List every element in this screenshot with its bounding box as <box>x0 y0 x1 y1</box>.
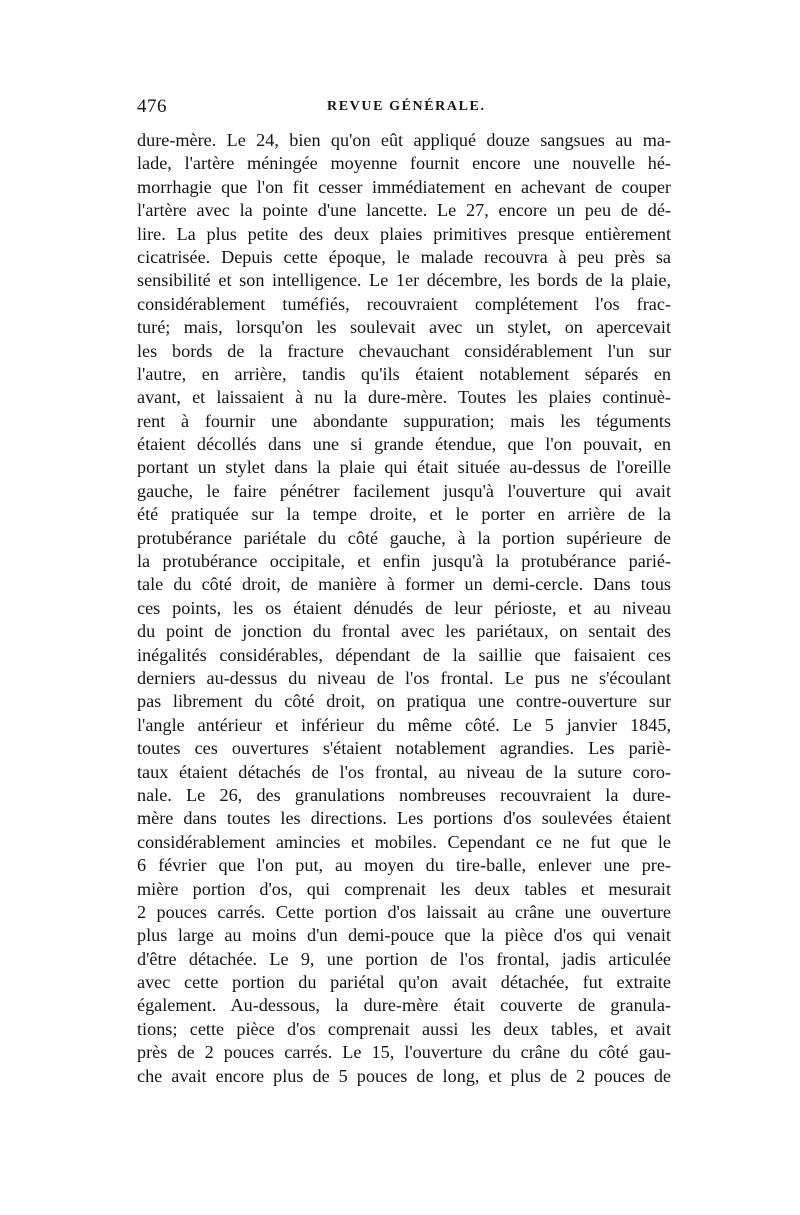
text-line: considérablement amincies et mobiles. Cependant ce ne fut que le <box>137 831 671 852</box>
text-line: les bords de la fracture chevauchant considérablement l'un sur <box>137 340 671 361</box>
text-line: rent à fournir une abondante suppuration; mais les téguments <box>137 410 671 431</box>
text-line: 6 février que l'on put, au moyen du tire-balle, enlever une pre- <box>137 855 671 876</box>
text-line: cicatrisée. Depuis cette époque, le malade recouvra à peu près sa <box>137 246 671 267</box>
text-line: tions; cette pièce d'os comprenait aussi les deux tables, et avait <box>137 1018 671 1039</box>
page-header <box>137 96 671 126</box>
text-line: morrhagie que l'on fit cesser immédiatement en achevant de couper <box>137 176 671 197</box>
text-line: mère dans toutes les directions. Les portions d'os soulevées étaient <box>137 808 671 829</box>
text-line: nale. Le 26, des granulations nombreuses recouvraient la dure- <box>137 784 671 805</box>
running-title: REVUE GÉNÉRALE. <box>327 99 486 114</box>
text-line: lade, l'artère méningée moyenne fournit encore une nouvelle hé- <box>137 153 671 174</box>
text-line: avec cette portion du pariétal qu'on avait détachée, fut extraite <box>137 972 671 993</box>
text-line: plus large au moins d'un demi-pouce que la pièce d'os qui venait <box>137 925 671 946</box>
text-line: tale du côté droit, de manière à former un demi-cercle. Dans tous <box>137 574 671 595</box>
text-line: d'être détachée. Le 9, une portion de l'os frontal, jadis articulée <box>137 948 671 969</box>
text-line: derniers au-dessus du niveau de l'os frontal. Le pus ne s'écoulant <box>137 667 671 688</box>
page-number: 476 <box>137 96 167 117</box>
text-line: du point de jonction du frontal avec les pariétaux, on sentait des <box>137 621 671 642</box>
text-line: pas librement du côté droit, on pratiqua une contre-ouverture sur <box>137 691 671 712</box>
text-line: toutes ces ouvertures s'étaient notablement agrandies. Les pariè- <box>137 738 671 759</box>
text-line: inégalités considérables, dépendant de la saillie que faisaient ces <box>137 644 671 665</box>
text-line: l'autre, en arrière, tandis qu'ils étaient notablement séparés en <box>137 363 671 384</box>
text-line: 2 pouces carrés. Cette portion d'os laissait au crâne une ouverture <box>137 901 671 922</box>
text-line: étaient décollés dans une si grande étendue, que l'on pouvait, en <box>137 434 671 455</box>
text-line: sensibilité et son intelligence. Le 1er décembre, les bords de la plaie, <box>137 270 671 291</box>
text-line: près de 2 pouces carrés. Le 15, l'ouverture du crâne du côté gau- <box>137 1042 671 1063</box>
text-line: che avait encore plus de 5 pouces de long, et plus de 2 pouces de <box>137 1065 671 1086</box>
text-line: taux étaient détachés de l'os frontal, au niveau de la suture coro- <box>137 761 671 782</box>
text-line: dure-mère. Le 24, bien qu'on eût appliqué douze sangsues au ma- <box>137 130 671 150</box>
text-line: portant un stylet dans la plaie qui était située au-dessus de l'oreille <box>137 457 671 478</box>
text-line: considérablement tuméfiés, recouvraient complétement l'os frac- <box>137 293 671 314</box>
text-line: été pratiquée sur la tempe droite, et le porter en arrière de la <box>137 504 671 525</box>
text-line: turé; mais, lorsqu'on les soulevait avec un stylet, on apercevait <box>137 317 671 338</box>
text-line: également. Au-dessous, la dure-mère était couverte de granula- <box>137 995 671 1016</box>
text-line: protubérance pariétale du côté gauche, à la portion supérieure de <box>137 527 671 548</box>
text-line: mière portion d'os, qui comprenait les deux tables et mesurait <box>137 878 671 899</box>
text-line: gauche, le faire pénétrer facilement jusqu'à l'ouverture qui avait <box>137 480 671 501</box>
text-line: avant, et laissaient à nu la dure-mère. Toutes les plaies continuè- <box>137 387 671 408</box>
text-line: l'angle antérieur et inférieur du même côté. Le 5 janvier 1845, <box>137 714 671 735</box>
body-text <box>137 129 671 1088</box>
text-line: lire. La plus petite des deux plaies primitives presque entièrement <box>137 223 671 244</box>
text-line: ces points, les os étaient dénudés de leur périoste, et au niveau <box>137 597 671 618</box>
text-line: l'artère avec la pointe d'une lancette. Le 27, encore un peu de dé- <box>137 200 671 221</box>
text-line: la protubérance occipitale, et enfin jusqu'à la protubérance parié- <box>137 551 671 572</box>
